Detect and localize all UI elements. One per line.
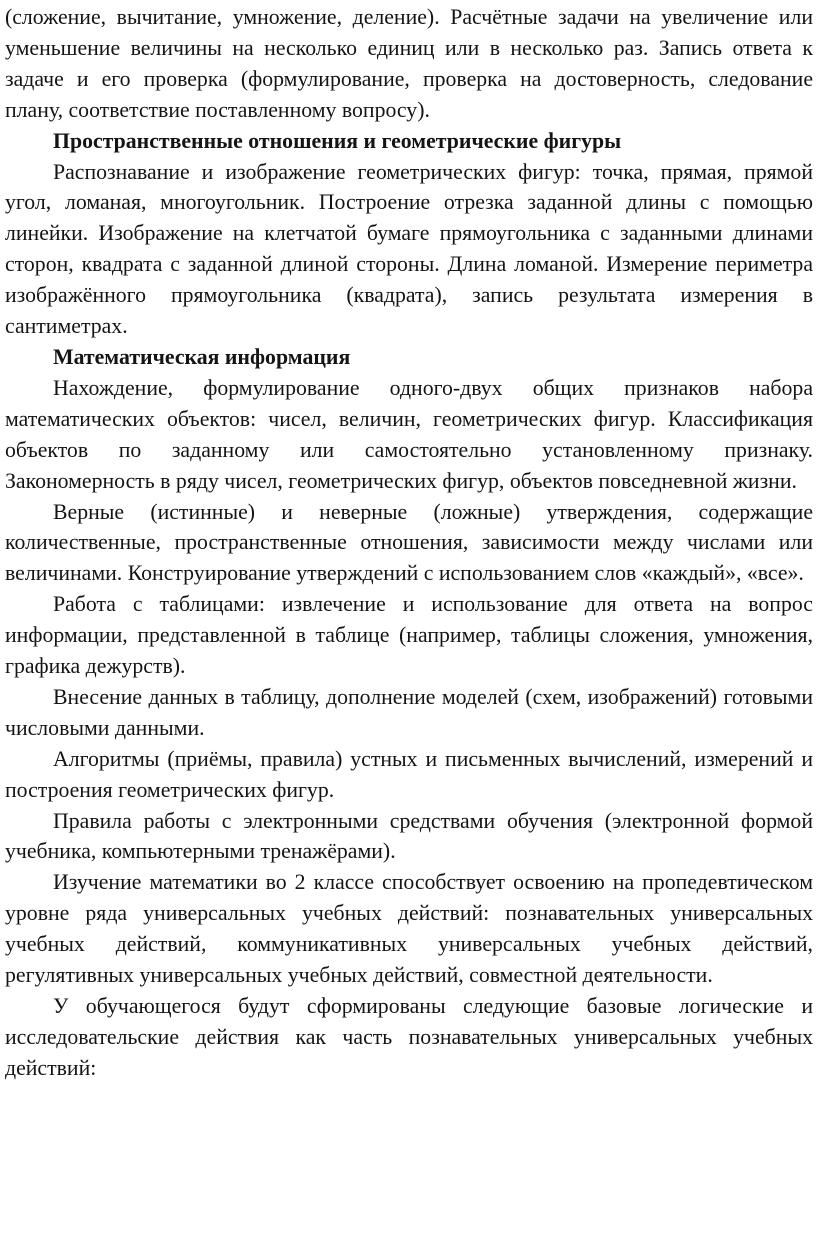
paragraph-student: У обучающегося будут сформированы следующие базовые логические и исследовательские действия как часть познавательных универсальных учебных действий:	[5, 994, 813, 1080]
paragraph-geometry: Распознавание и изображение геометрических фигур: точка, прямая, прямой угол, ломаная, многоугольник. Построение отрезка заданной длины с помощью линейки. Изображение на клетчатой бумаге прямоугольника с заданными длинами сторон, квадрата с заданной длиной стороны. Длина ломаной. Измерение периметра изображённого прямоугольника (квадрата), запись результата измерения в сантиметрах.	[5, 159, 813, 339]
paragraph-info-5: Алгоритмы (приёмы, правила) устных и письменных вычислений, измерений и построения геометрических фигур.	[5, 746, 813, 802]
document-page	[5, 2, 813, 1084]
paragraph-intro: (сложение, вычитание, умножение, деление). Расчётные задачи на увеличение или уменьшение величины на несколько единиц или в несколько раз. Запись ответа к задаче и его проверка (формулирование, проверка на достоверность, следование плану, соответствие поставленному вопросу).	[5, 5, 813, 122]
paragraph-info-4: Внесение данных в таблицу, дополнение моделей (схем, изображений) готовыми числовыми данными.	[5, 684, 813, 740]
paragraph-info-1: Нахождение, формулирование одного-двух общих признаков набора математических объектов: чисел, величин, геометрических фигур. Классификация объектов по заданному или самостоятельно установленному признаку. Закономерность в ряду чисел, геометрических фигур, объектов повседневной жизни.	[5, 375, 813, 493]
paragraph-info-6: Правила работы с электронными средствами обучения (электронной формой учебника, компьютерными тренажёрами).	[5, 808, 813, 864]
paragraph-info-3: Работа с таблицами: извлечение и использование для ответа на вопрос информации, представленной в таблице (например, таблицы сложения, умножения, графика дежурств).	[5, 592, 813, 679]
heading-geometry: Пространственные отношения и геометрические фигуры	[53, 128, 622, 153]
paragraph-study: Изучение математики во 2 классе способствует освоению на пропедевтическом уровне ряда универсальных учебных действий: познавательных универсальных учебных действий, коммуникативных универсальных учебных действий, регулятивных универсальных учебных действий, совместной деятельности.	[5, 870, 813, 988]
paragraph-info-2: Верные (истинные) и неверные (ложные) утверждения, содержащие количественные, пространственные отношения, зависимости между числами или величинами. Конструирование утверждений с использованием слов «каждый», «все».	[5, 499, 813, 586]
heading-math-info: Математическая информация	[53, 344, 351, 369]
